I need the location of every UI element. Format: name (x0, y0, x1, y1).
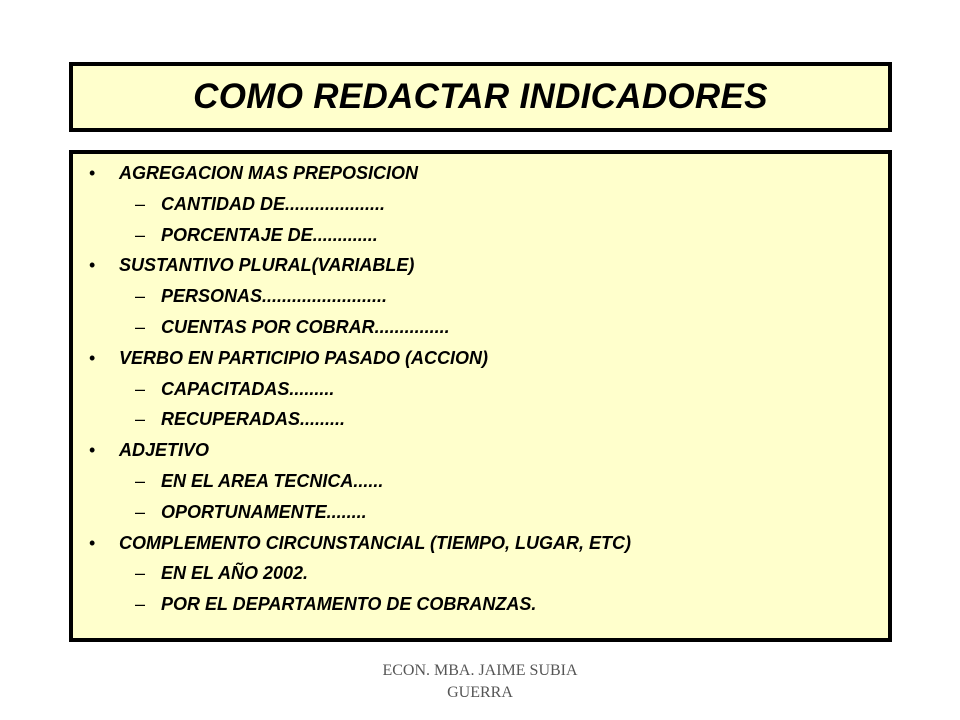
item-text: ADJETIVO (119, 440, 210, 461)
page-title: COMO REDACTAR INDICADORES (193, 77, 768, 116)
footer (330, 660, 630, 704)
item-text: CANTIDAD DE.................... (161, 193, 386, 214)
item-text: EN EL AREA TECNICA...... (161, 471, 384, 491)
item-text: COMPLEMENTO CIRCUNSTANCIAL (TIEMPO, LUGAR, ETC) (119, 532, 631, 553)
item-text: CAPACITADAS......... (161, 378, 335, 399)
bullet-marker: • (89, 440, 96, 461)
item-text: VERBO EN PARTICIPIO PASADO (ACCION) (119, 347, 489, 368)
dash-marker: – (135, 409, 146, 430)
item-text: SUSTANTIVO PLURAL(VARIABLE) (119, 255, 415, 276)
dash-marker: – (135, 594, 146, 615)
item-text: AGREGACION MAS PREPOSICION (119, 163, 419, 183)
dash-marker: – (135, 286, 146, 307)
item-text: PERSONAS......................... (161, 286, 388, 307)
item-text: OPORTUNAMENTE........ (161, 501, 367, 522)
footer-line-2: GUERRA (447, 684, 513, 701)
dash-marker: – (135, 471, 146, 491)
item-text: POR EL DEPARTAMENTO DE COBRANZAS. (161, 594, 537, 615)
item-text: PORCENTAJE DE............. (161, 224, 378, 245)
bullet-marker: • (89, 255, 96, 276)
bullet-marker: • (89, 532, 96, 553)
dash-marker: – (135, 224, 146, 245)
dash-marker: – (135, 501, 146, 522)
dash-marker: – (135, 317, 146, 337)
item-text: CUENTAS POR COBRAR............... (161, 317, 450, 337)
footer-line-1: ECON. MBA. JAIME SUBIA (382, 662, 578, 679)
dash-marker: – (135, 563, 146, 584)
bullet-marker: • (89, 347, 96, 368)
bullet-marker: • (89, 163, 96, 183)
title-box (69, 62, 892, 132)
dash-marker: – (135, 378, 146, 399)
item-text: EN EL AÑO 2002. (161, 563, 309, 584)
content-box (69, 150, 892, 642)
dash-marker: – (135, 193, 146, 214)
item-text: RECUPERADAS......... (161, 409, 346, 430)
